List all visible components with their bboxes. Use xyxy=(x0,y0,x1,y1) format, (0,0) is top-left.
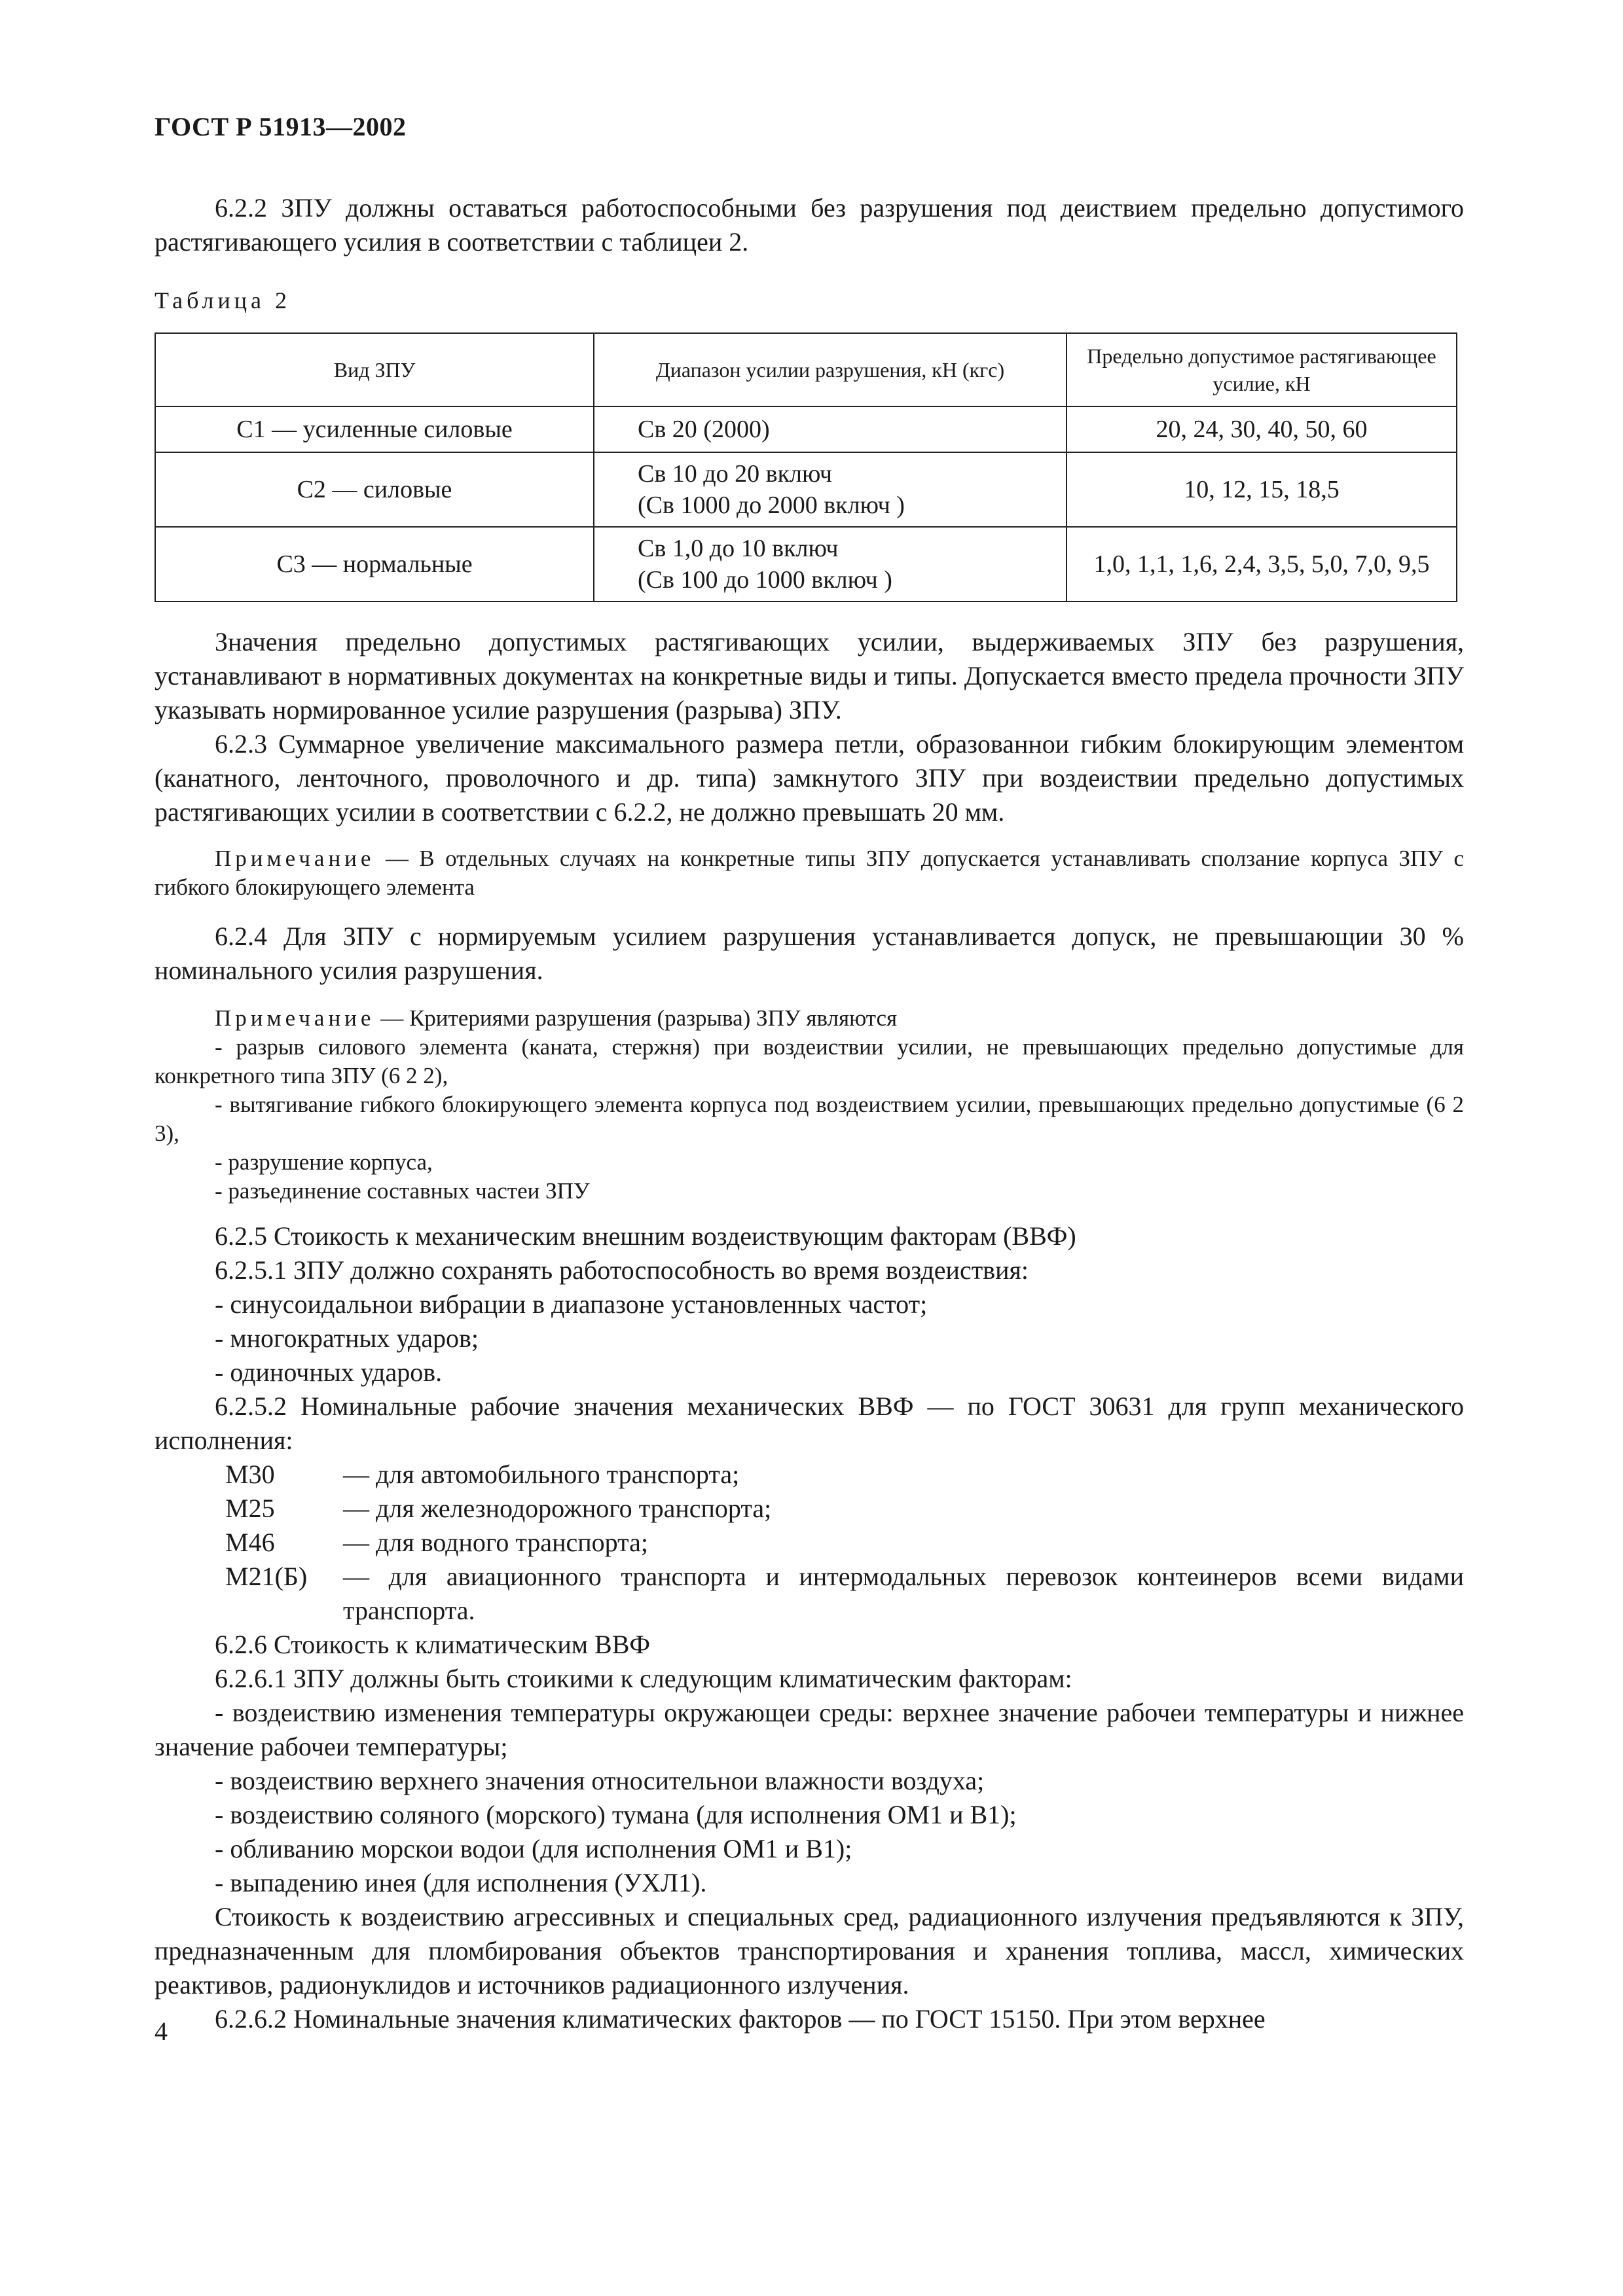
group-row xyxy=(225,1458,1464,1492)
paragraph-6-2-4: 6.2.4 Для ЗПУ с нормируемым усилием разрушения устанавливается допуск, не превышающии 30 % номинального усилия разрушения. xyxy=(155,922,1464,985)
table-cell-kind: С1 — усиленные силовые xyxy=(155,406,594,452)
range-line: Св 10 до 20 включ xyxy=(638,460,833,488)
group-code: М30 xyxy=(225,1460,275,1489)
table-cell-kind: С3 — нормальные xyxy=(155,527,594,601)
note-label: Примечание xyxy=(215,846,375,871)
paragraph-6-2-5-2: 6.2.5.2 Номинальные рабочие значения механических ВВФ — по ГОСТ 30631 для групп механического исполнения: xyxy=(155,1391,1464,1455)
table-row xyxy=(155,452,1457,527)
table-cell-range xyxy=(594,452,1067,527)
table-cell-range xyxy=(594,527,1067,601)
table-cell-limit: 10, 12, 15, 18,5 xyxy=(1067,452,1457,527)
paragraph-6-2-3: 6.2.3 Суммарное увеличение максимального размера петли, образованнои гибким блокирующим элементом (канатного, ленточного, проволочного и др. типа) замкнутого ЗПУ при воздеиствии предельно допустимых растягивающих усилии в соответствии с 6.2.2, не должно превышать 20 мм. xyxy=(155,729,1464,827)
group-text: — для железнодорожного транспорта; xyxy=(343,1494,772,1523)
table-caption: Таблица 2 xyxy=(155,287,291,314)
group-code: М21(Б) xyxy=(225,1562,308,1591)
range-line-kgs: (Св 1000 до 2000 включ ) xyxy=(638,492,905,519)
table-header-kind: Вид ЗПУ xyxy=(155,333,594,406)
group-text: — для авиационного транспорта и интермодальных перевозок контеинеров всеми видами транспорта. xyxy=(343,1562,1464,1625)
note-1 xyxy=(155,844,1464,902)
page-number: 4 xyxy=(155,2017,168,2046)
table-header-row xyxy=(155,333,1457,406)
table-row xyxy=(155,406,1457,452)
note-lead-text: — Критериями разрушения (разрыва) ЗПУ являются xyxy=(374,1005,898,1031)
paragraph-6-2-6-2: 6.2.6.2 Номинальные значения климатических факторов — по ГОСТ 15150. При этом верхнее xyxy=(215,2004,1266,2034)
list-item: - воздеиствию соляного (морского) тумана (для исполнения ОМ1 и В1); xyxy=(215,1800,1017,1829)
group-text: — для водного транспорта; xyxy=(343,1528,648,1557)
group-row xyxy=(225,1560,1464,1628)
note-label: Примечание xyxy=(215,1005,375,1031)
table-2 xyxy=(155,332,1457,602)
table-row xyxy=(155,527,1457,601)
document-header: ГОСТ Р 51913—2002 xyxy=(155,112,407,141)
range-line: Св 1,0 до 10 включ xyxy=(638,535,839,562)
table-header-limit: Предельно допустимое растягивающее усилие, кН xyxy=(1067,333,1457,406)
table-cell-kind: С2 — силовые xyxy=(155,452,594,527)
list-item: - одиночных ударов. xyxy=(215,1357,443,1387)
range-line-kgs: (Св 100 до 1000 включ ) xyxy=(638,566,892,594)
paragraph-6-2-5-1: 6.2.5.1 ЗПУ должно сохранять работоспособность во время воздеиствия: xyxy=(215,1255,1029,1285)
section-6-2-6 xyxy=(155,1628,1464,2036)
table-cell-range: Св 20 (2000) xyxy=(594,406,1067,452)
list-item: - воздеиствию верхнего значения относительнои влажности воздуха; xyxy=(215,1766,985,1795)
list-item: - многократных ударов; xyxy=(215,1323,479,1353)
group-row xyxy=(225,1492,1464,1526)
table-cell-limit: 1,0, 1,1, 1,6, 2,4, 3,5, 5,0, 7,0, 9,5 xyxy=(1067,527,1457,601)
group-code: М46 xyxy=(225,1528,275,1557)
heading-6-2-5: 6.2.5 Стоикость к механическим внешним воздеиствующим факторам (ВВФ) xyxy=(215,1221,1076,1251)
list-item: - выпадению инея (для исполнения (УХЛ1). xyxy=(215,1868,707,1897)
table-header-range: Диапазон усилии разрушения, кН (кгс) xyxy=(594,333,1067,406)
list-item: - синусоидальнои вибрации в диапазоне установленных частот; xyxy=(215,1289,928,1319)
note-item: - разрыв силового элемента (каната, стержня) при воздеиствии усилии, не превышающих предельно допустимые для конкретного типа ЗПУ (6 2 2), xyxy=(155,1034,1464,1088)
note-text: — В отдельных случаях на конкретные типы ЗПУ допускается устанавливать сползание корпуса ЗПУ с гибкого блокирующего элемента xyxy=(155,846,1464,900)
note-2-lead xyxy=(155,1004,1464,1033)
note-2 xyxy=(155,1004,1464,1206)
note-item: - вытягивание гибкого блокирующего элемента корпуса под воздеиствием усилии, превышающих предельно допустимые (6 2 3), xyxy=(155,1092,1464,1146)
group-text: — для автомобильного транспорта; xyxy=(343,1460,740,1489)
paragraph-6-2-6-1: 6.2.6.1 ЗПУ должны быть стоикими к следующим климатическим факторам: xyxy=(215,1664,1072,1693)
heading-6-2-6: 6.2.6 Стоикость к климатическим ВВФ xyxy=(215,1630,650,1659)
group-list xyxy=(225,1458,1464,1628)
group-code: М25 xyxy=(225,1494,275,1523)
table-cell-limit: 20, 24, 30, 40, 50, 60 xyxy=(1067,406,1457,452)
group-row xyxy=(225,1526,1464,1560)
note-item: - разъединение составных частеи ЗПУ xyxy=(215,1178,590,1204)
paragraph-6-2-2: 6.2.2 ЗПУ должны оставаться работоспособными без разрушения под деиствием предельно допустимого растягивающего усилия в соответствии с таблицеи 2. xyxy=(155,193,1464,257)
list-item: - обливанию морскои водои (для исполнения ОМ1 и В1); xyxy=(215,1834,852,1863)
paragraph-aggressive-media: Стоикость к воздеиствию агрессивных и специальных сред, радиационного излучения предъявляются к ЗПУ, предназначенным для пломбирования объектов транспортирования и хранения топлива, массл, химических реактивов, радионуклидов и источников радиационного излучения. xyxy=(155,1902,1464,2000)
paragraph-values: Значения предельно допустимых растягивающих усилии, выдерживаемых ЗПУ без разрушения, устанавливают в нормативных документах на конкретные виды и типы. Допускается вместо предела прочности ЗПУ указывать нормированное усилие разрушения (разрыва) ЗПУ. xyxy=(155,627,1464,725)
note-item: - разрушение корпуса, xyxy=(215,1149,433,1175)
list-item: - воздеиствию изменения температуры окружающеи среды: верхнее значение рабочеи температуры и нижнее значение рабочеи температуры; xyxy=(155,1698,1464,1761)
section-6-2-5 xyxy=(155,1219,1464,1458)
